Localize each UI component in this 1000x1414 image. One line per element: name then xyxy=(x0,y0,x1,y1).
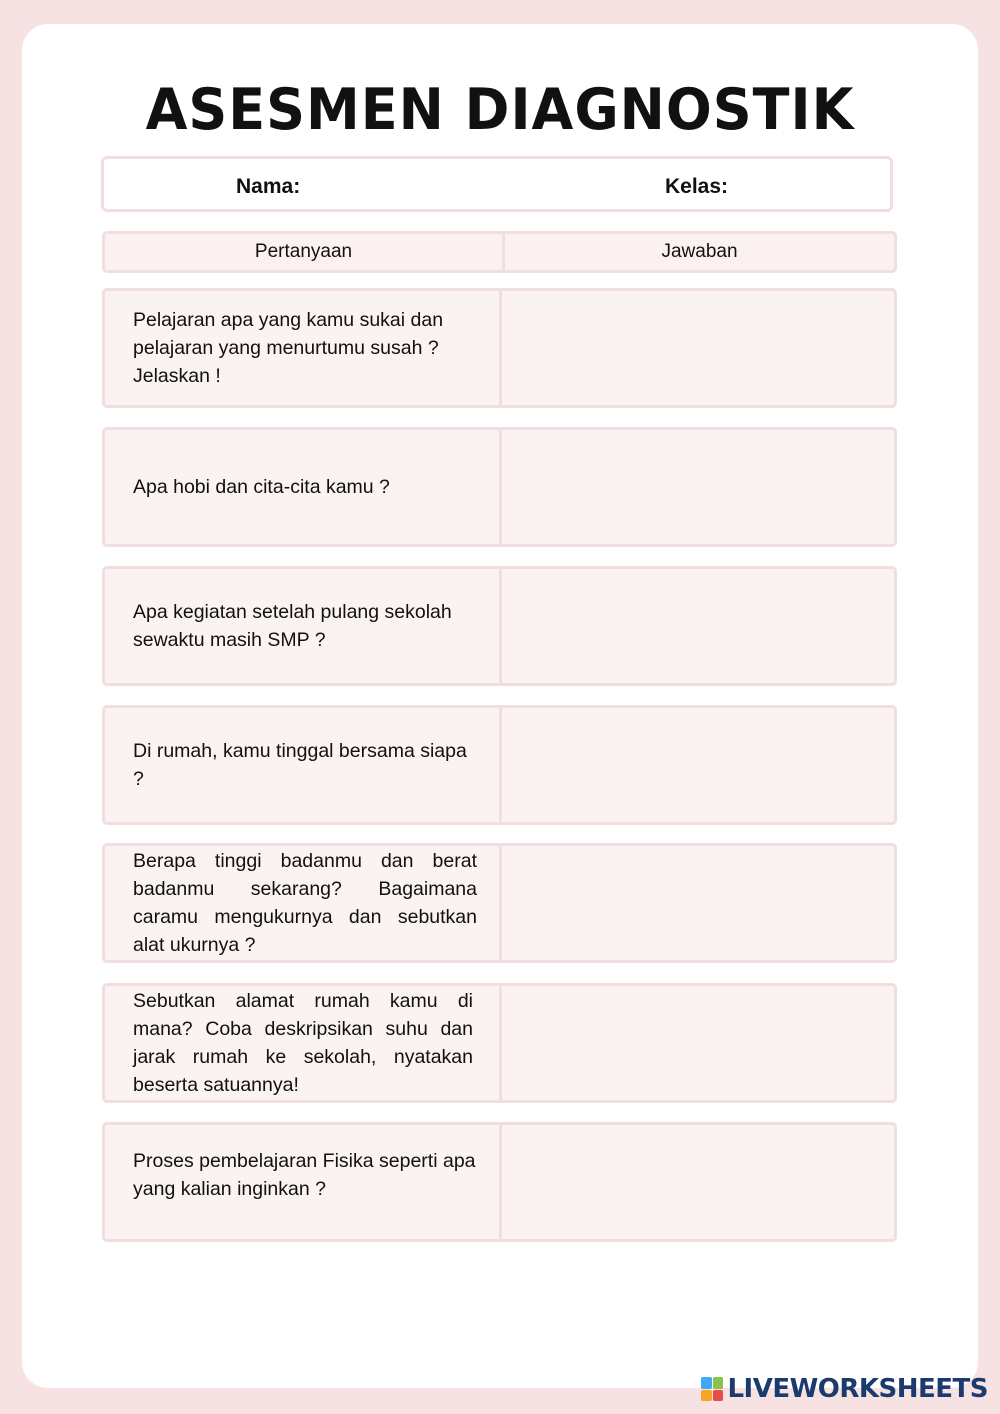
question-text: Pelajaran apa yang kamu sukai dan pelajaran yang menurtumu susah ? Jelaskan ! xyxy=(133,309,444,387)
question-text: Di rumah, kamu tinggal bersama siapa ? xyxy=(133,740,467,790)
table-row xyxy=(102,705,897,825)
column-divider xyxy=(499,986,502,1100)
table-row xyxy=(102,566,897,686)
answer-column-header: Jawaban xyxy=(661,241,738,262)
table-row xyxy=(102,1122,897,1242)
question-text: Proses pembelajaran Fisika seperti apa yang kalian inginkan ? xyxy=(133,1150,476,1200)
table-row xyxy=(102,843,897,963)
answer-field[interactable] xyxy=(505,846,894,960)
liveworksheets-footer[interactable] xyxy=(701,1374,988,1404)
liveworksheets-brand: LIVEWORKSHEETS xyxy=(727,1374,988,1404)
name-label: Nama: xyxy=(236,175,301,198)
question-column-header: Pertanyaan xyxy=(105,234,505,270)
table-header xyxy=(102,231,897,273)
column-divider xyxy=(499,846,502,960)
question-text: Berapa tinggi badanmu dan berat badanmu sekarang? Bagaimana caramu mengukurnya dan sebutkan alat ukurnya ? xyxy=(133,850,477,956)
column-divider xyxy=(499,430,502,544)
answer-field[interactable] xyxy=(505,569,894,683)
column-divider xyxy=(499,1125,502,1239)
answer-field[interactable] xyxy=(505,986,894,1100)
table-row xyxy=(102,983,897,1103)
column-divider xyxy=(499,569,502,683)
class-label: Kelas: xyxy=(665,175,729,198)
table-row xyxy=(102,427,897,547)
column-divider xyxy=(499,708,502,822)
page-title: ASESMEN DIAGNOSTIK xyxy=(145,76,855,143)
answer-field[interactable] xyxy=(505,1125,894,1239)
student-identity-box xyxy=(101,156,893,212)
question-text: Apa hobi dan cita-cita kamu ? xyxy=(133,476,390,498)
question-text: Apa kegiatan setelah pulang sekolah sewaktu masih SMP ? xyxy=(133,601,452,651)
answer-field[interactable] xyxy=(505,430,894,544)
column-divider xyxy=(499,291,502,405)
question-text: Sebutkan alamat rumah kamu di mana? Coba deskripsikan suhu dan jarak rumah ke sekolah, nyatakan beserta satuannya! xyxy=(133,990,473,1096)
answer-field[interactable] xyxy=(505,708,894,822)
table-row xyxy=(102,288,897,408)
liveworksheets-logo-icon xyxy=(701,1377,723,1401)
answer-field[interactable] xyxy=(505,291,894,405)
